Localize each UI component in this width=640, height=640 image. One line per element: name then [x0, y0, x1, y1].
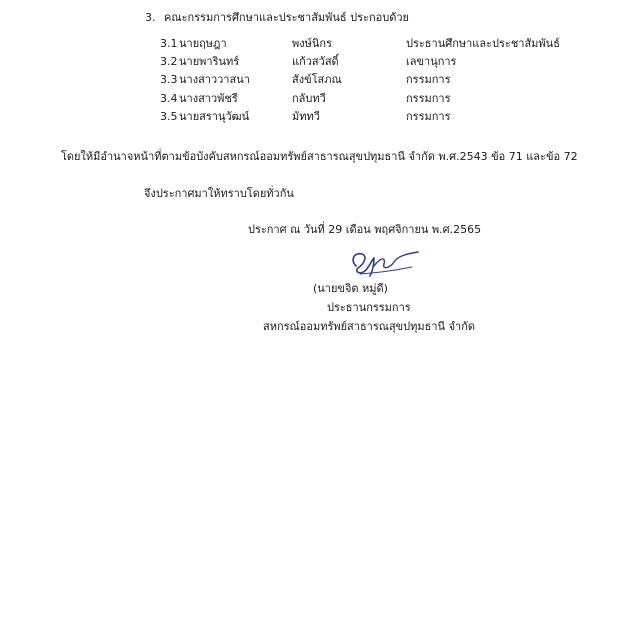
member-name: นายฤษฎา: [179, 37, 227, 50]
member-number: 3.4: [160, 92, 178, 105]
member-name: นางสาวพัชรี: [179, 92, 238, 105]
member-surname: มัททวี: [292, 110, 320, 123]
member-name: นางสาววาสนา: [179, 73, 250, 86]
signatory-organization: สหกรณ์ออมทรัพย์สาธารณสุขปทุมธานี จำกัด: [263, 320, 476, 333]
member-row: [0, 37, 640, 51]
member-name: นายพารินทร์: [179, 55, 240, 68]
member-number: 3.2: [160, 55, 178, 68]
signatory-name: (นายขจิต หมู่ดี): [313, 282, 388, 295]
date-line: ประกาศ ณ วันที่ 29 เดือน พฤศจิกายน พ.ศ.2565: [248, 223, 482, 236]
member-row: [0, 110, 640, 124]
section-number: 3.: [145, 11, 156, 24]
member-role: กรรมการ: [406, 92, 451, 105]
section-heading: คณะกรรมการศึกษาและประชาสัมพันธ์ ประกอบด้วย: [164, 11, 409, 24]
member-role: กรรมการ: [406, 110, 451, 123]
announcement-line: จึงประกาศมาให้ทราบโดยทั่วกัน: [144, 187, 294, 200]
member-role: กรรมการ: [406, 73, 451, 86]
member-row: [0, 92, 640, 106]
member-number: 3.5: [160, 110, 178, 123]
member-surname: พงษ์นิกร: [292, 37, 332, 50]
member-surname: กลับทวี: [292, 92, 326, 105]
signature-image: [340, 246, 424, 280]
member-row: [0, 55, 640, 69]
authority-paragraph: โดยให้มีอำนาจหน้าที่ตามข้อบังคับสหกรณ์ออมทรัพย์สาธารณสุขปทุมธานี จำกัด พ.ศ.2543 ข้อ 71 และข้อ 72: [61, 150, 578, 163]
member-number: 3.3: [160, 73, 178, 86]
member-role: เลขานุการ: [406, 55, 457, 68]
member-surname: แก้วสวัสดิ์: [292, 55, 339, 68]
member-surname: สังข์โสภณ: [292, 73, 342, 86]
member-row: [0, 73, 640, 87]
signatory-position: ประธานกรรมการ: [327, 301, 411, 314]
member-name: นายสรานุวัฒน์: [179, 110, 250, 123]
member-role: ประธานศึกษาและประชาสัมพันธ์: [406, 37, 560, 50]
member-number: 3.1: [160, 37, 178, 50]
